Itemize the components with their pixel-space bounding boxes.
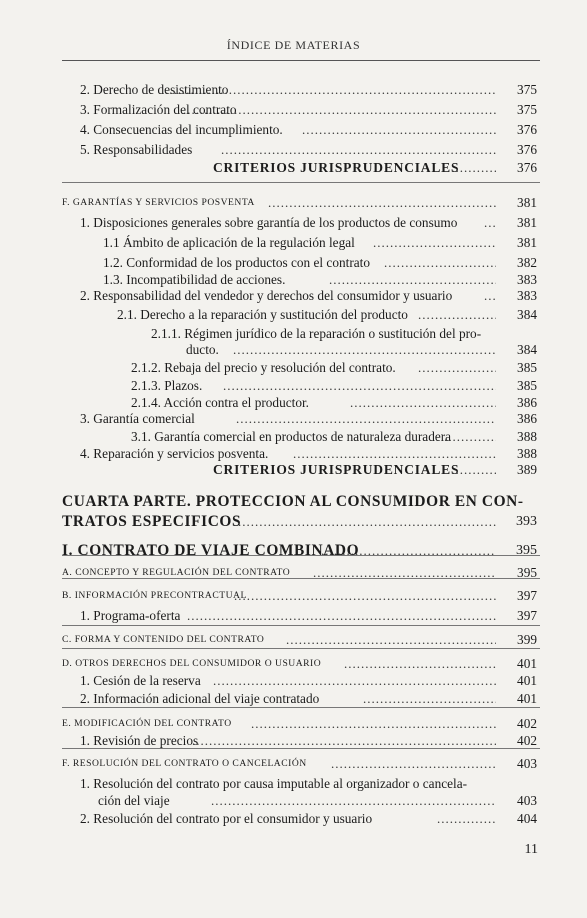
toc-entry-page: 388	[517, 446, 537, 461]
dot-leader	[484, 213, 496, 233]
page-number: 11	[524, 842, 538, 857]
dot-leader	[313, 563, 496, 583]
dot-leader	[211, 791, 496, 811]
toc-entry-page: 381	[517, 195, 537, 210]
toc-entry-page: 401	[517, 691, 537, 706]
toc-entry	[0, 120, 587, 140]
toc-entry	[0, 409, 587, 429]
toc-entry-title: F. RESOLUCIÓN DEL CONTRATO O CANCELACIÓN	[62, 758, 307, 769]
toc-entry	[0, 358, 587, 378]
section-divider	[62, 648, 540, 649]
toc-entry-page: 376	[517, 160, 537, 175]
dot-leader	[187, 606, 496, 626]
dot-leader	[268, 193, 496, 213]
toc-entry	[0, 100, 587, 120]
section-divider	[62, 578, 540, 579]
toc-entry-title: 1.3. Incompatibilidad de acciones.	[103, 272, 286, 287]
toc-entry-title: D. OTROS DERECHOS DEL CONSUMIDOR O USUARIO	[62, 658, 322, 669]
running-header: ÍNDICE DE MATERIAS	[226, 38, 361, 52]
toc-entry-page: 389	[517, 462, 537, 477]
toc-entry-title: 1.2. Conformidad de los productos con el contrato	[103, 255, 370, 270]
toc-entry	[0, 140, 587, 160]
dot-leader	[183, 100, 496, 120]
toc-entry	[0, 791, 587, 811]
header-rule	[62, 60, 540, 61]
dot-leader	[447, 460, 496, 480]
toc-entry-title: 2. Resolución del contrato por el consumidor y usuario	[80, 811, 373, 826]
toc-entry	[0, 606, 587, 626]
dot-leader	[363, 689, 496, 709]
section-divider	[62, 555, 540, 556]
toc-entry	[0, 512, 587, 532]
toc-entry-page: 403	[517, 793, 537, 808]
section-divider	[62, 748, 540, 749]
toc-entry-title: 1. Cesión de la reserva	[80, 673, 201, 688]
toc-entry-page: 397	[517, 608, 537, 623]
toc-entry-page: 401	[517, 656, 537, 671]
toc-entry-title: 1.1 Ámbito de aplicación de la regulación legal	[103, 235, 355, 250]
toc-entry	[0, 340, 587, 360]
toc-entry-page: 376	[517, 122, 537, 137]
toc-entry-title: 1. Revisión de precios	[80, 733, 199, 748]
toc-entry	[0, 671, 587, 691]
toc-entry	[0, 80, 587, 100]
toc-entry-title: 4. Consecuencias del incumplimiento.	[80, 122, 283, 137]
toc-entry-page: 382	[517, 255, 537, 270]
toc-entry-title: A. CONCEPTO Y REGULACIÓN DEL CONTRATO	[62, 567, 291, 578]
dot-leader	[236, 409, 496, 429]
dot-leader	[238, 512, 496, 532]
toc-entry-title: 2.1.1. Régimen jurídico de la reparación o sustitución del pro-	[151, 326, 482, 341]
toc-entry-page: 397	[517, 588, 537, 603]
toc-entry	[0, 689, 587, 709]
toc-entry	[0, 233, 587, 253]
toc-entry-page: 385	[517, 360, 537, 375]
toc-entry-page: 386	[517, 395, 537, 410]
toc-entry	[0, 809, 587, 829]
toc-entry-page: 395	[517, 565, 537, 580]
toc-entry-page: 386	[517, 411, 537, 426]
dot-leader	[165, 80, 496, 100]
toc-entry	[0, 563, 587, 583]
toc-entry-page: 385	[517, 378, 537, 393]
dot-leader	[302, 120, 496, 140]
toc-entry-title: 2.1.3. Plazos.	[131, 378, 203, 393]
dot-leader	[418, 305, 496, 325]
section-divider	[62, 707, 540, 708]
toc-entry	[0, 305, 587, 325]
toc-entry-title: 1. Programa-oferta	[80, 608, 181, 623]
toc-entry-page: 395	[516, 543, 537, 558]
toc-entry-page: 384	[517, 342, 537, 357]
dot-leader	[213, 671, 496, 691]
toc-entry	[0, 630, 587, 650]
toc-entry	[0, 754, 587, 774]
toc-entry-title: 1. Disposiciones generales sobre garantía de los productos de consumo	[80, 215, 458, 230]
toc-entry-page: 402	[517, 716, 537, 731]
toc-entry-title: TRATOS ESPECIFICOS	[62, 513, 242, 530]
toc-entry-title: 2. Información adicional del viaje contratado	[80, 691, 320, 706]
toc-entry-page: 383	[517, 288, 537, 303]
toc-entry	[0, 460, 587, 480]
dot-leader	[484, 286, 496, 306]
toc-entry	[0, 492, 587, 512]
toc-entry-title: E. MODIFICACIÓN DEL CONTRATO	[62, 718, 232, 729]
toc-entry-page: 381	[517, 215, 537, 230]
toc-entry-page: 388	[517, 429, 537, 444]
section-divider	[62, 182, 540, 183]
toc-entry-page: 399	[517, 632, 537, 647]
toc-entry-page: 375	[517, 82, 537, 97]
toc-entry-title: 2.1.2. Rebaja del precio y resolución del contrato.	[131, 360, 396, 375]
toc-entry-title: 5. Responsabilidades	[80, 142, 193, 157]
toc-entry-page: 404	[517, 811, 537, 826]
dot-leader	[331, 754, 496, 774]
toc-entry-page: 375	[517, 102, 537, 117]
toc-entry	[0, 586, 587, 606]
toc-entry-title: F. GARANTÍAS Y SERVICIOS POSVENTA	[62, 197, 255, 208]
dot-leader	[321, 541, 496, 561]
toc-entry-title: 2.1. Derecho a la reparación y sustitución del producto	[117, 307, 408, 322]
dot-leader	[447, 158, 496, 178]
toc-entry-title: ción del viaje	[98, 793, 170, 808]
dot-leader	[437, 809, 496, 829]
toc-entry-title: 1. Resolución del contrato por causa imputable al organizador o cancela-	[80, 776, 468, 791]
toc-entry-title: 3.1. Garantía comercial en productos de naturaleza duradera	[131, 429, 452, 444]
toc-entry-title: CRITERIOS JURISPRUDENCIALES	[213, 462, 460, 477]
toc-entry-title: C. FORMA Y CONTENIDO DEL CONTRATO	[62, 634, 265, 645]
toc-entry	[0, 286, 587, 306]
toc-entry-page: 402	[517, 733, 537, 748]
toc-entry	[0, 541, 587, 561]
dot-leader	[418, 358, 496, 378]
toc-entry-page: 403	[517, 756, 537, 771]
toc-entry	[0, 193, 587, 213]
toc-entry	[0, 158, 587, 178]
toc-entry-page: 393	[516, 514, 537, 529]
toc-entry	[0, 213, 587, 233]
toc-entry-page: 383	[517, 272, 537, 287]
dot-leader	[234, 586, 496, 606]
toc-entry-title: 2. Responsabilidad del vendedor y derechos del consumidor y usuario	[80, 288, 453, 303]
toc-entry-title: CUARTA PARTE. PROTECCION AL CONSUMIDOR EN CON-	[62, 493, 524, 510]
toc-entry-page: 401	[517, 673, 537, 688]
toc-entry-title: B. INFORMACIÓN PRECONTRACTUAL	[62, 590, 247, 601]
dot-leader	[373, 233, 496, 253]
toc-entry-title: I. CONTRATO DE VIAJE COMBINADO	[62, 542, 360, 559]
toc-entry-title: 2.1.4. Acción contra el productor.	[131, 395, 309, 410]
toc-entry-title: 3. Garantía comercial	[80, 411, 195, 426]
toc-entry-title: CRITERIOS JURISPRUDENCIALES	[213, 160, 460, 175]
toc-entry-title: 4. Reparación y servicios posventa.	[80, 446, 269, 461]
toc-entry-page: 376	[517, 142, 537, 157]
toc-entry-title: 3. Formalización del contrato	[80, 102, 237, 117]
toc-entry-title: 2. Derecho de desistimiento	[80, 82, 229, 97]
toc-entry-page: 381	[517, 235, 537, 250]
toc-entry-title: ducto.	[186, 342, 219, 357]
dot-leader	[233, 340, 496, 360]
toc-entry-page: 384	[517, 307, 537, 322]
section-divider	[62, 625, 540, 626]
dot-leader	[286, 630, 496, 650]
dot-leader	[221, 140, 496, 160]
